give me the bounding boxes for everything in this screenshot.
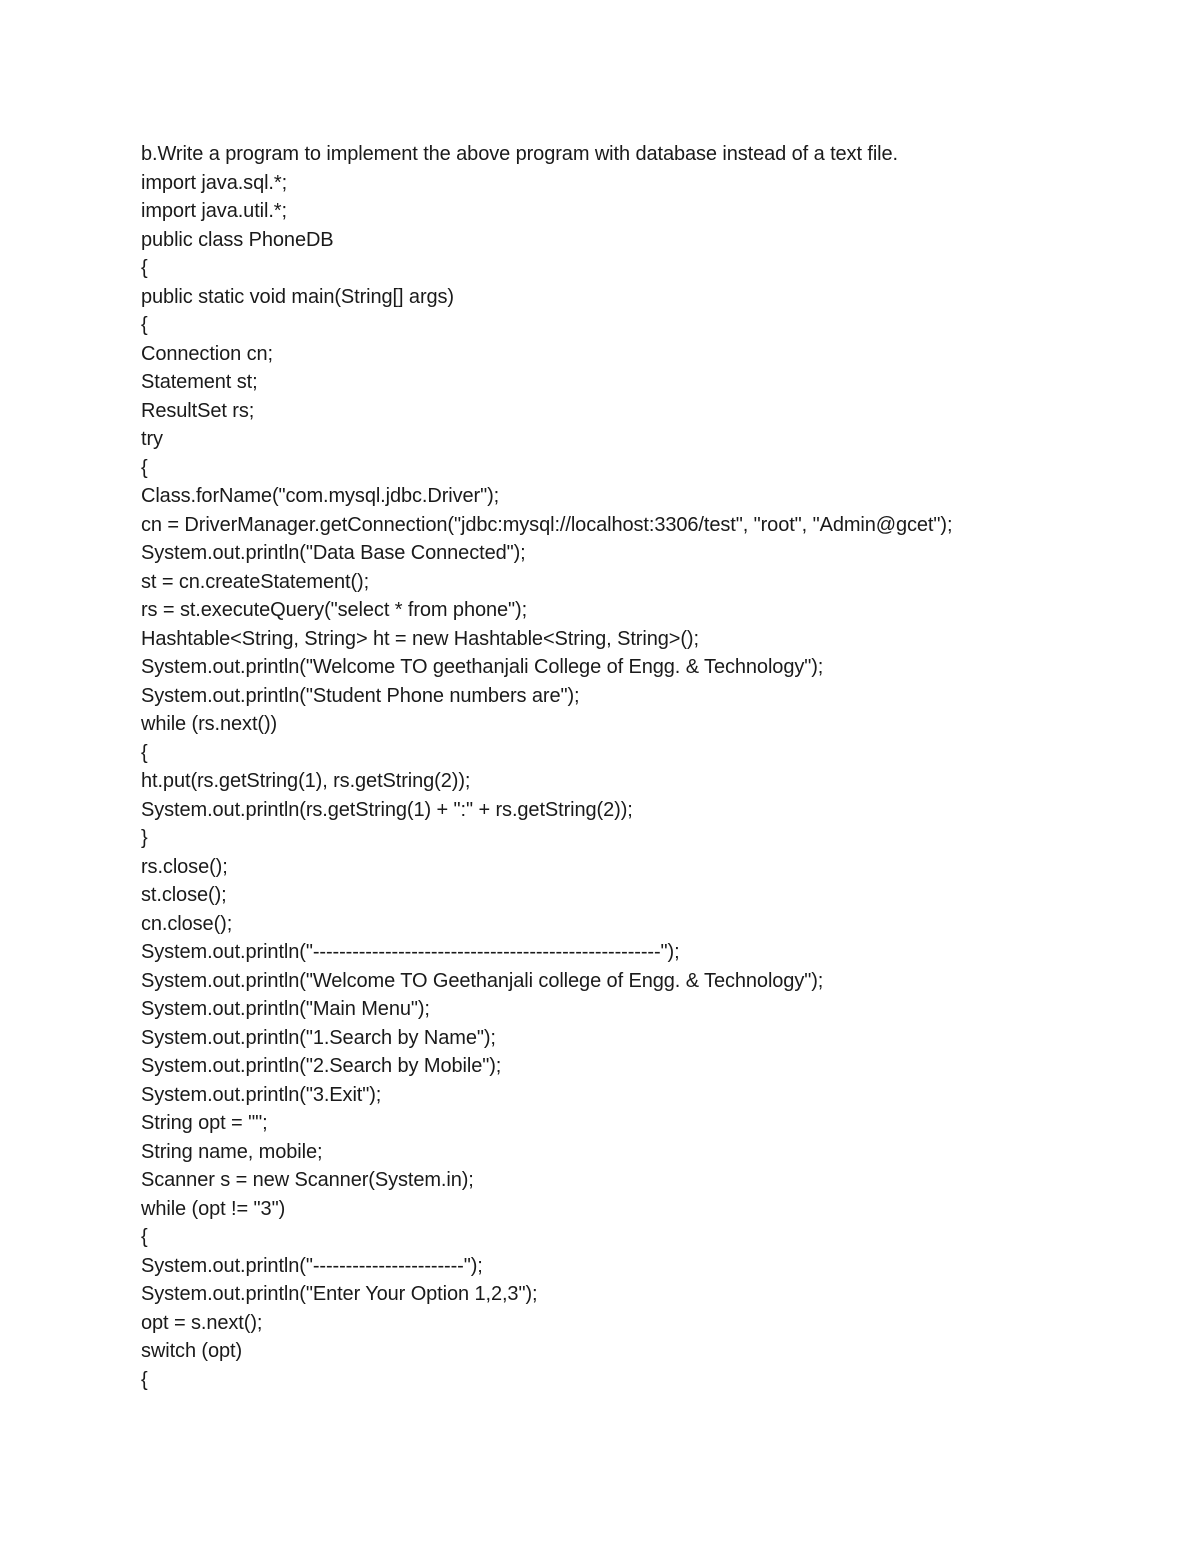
code-line: System.out.println("3.Exit");: [141, 1083, 382, 1106]
code-line: System.out.println("Enter Your Option 1,2,3");: [141, 1283, 538, 1305]
code-line: {: [141, 257, 148, 279]
code-line: System.out.println("Main Menu");: [141, 998, 430, 1020]
code-line: cn.close();: [141, 912, 233, 935]
code-line: Class.forName("com.mysql.jdbc.Driver");: [141, 485, 500, 507]
code-line: rs = st.executeQuery("select * from phone");: [141, 599, 528, 621]
code-line: }: [141, 827, 148, 849]
code-line: {: [141, 741, 148, 764]
code-line: String name, mobile;: [141, 1140, 323, 1163]
code-line: {: [141, 456, 148, 479]
code-line: Hashtable<String, String> ht = new Hashtable<String, String>();: [141, 627, 699, 650]
code-line: String opt = "";: [141, 1112, 268, 1134]
code-line: ht.put(rs.getString(1), rs.getString(2));: [141, 770, 471, 792]
code-line: cn = DriverManager.getConnection("jdbc:mysql://localhost:3306/test", "root", "Admin@gcet");: [141, 513, 953, 536]
code-line: st = cn.createStatement();: [141, 570, 370, 593]
code-line: Scanner s = new Scanner(System.in);: [141, 1169, 474, 1191]
code-line: import java.util.*;: [141, 200, 287, 222]
task-heading: b.Write a program to implement the above program with database instead of a text file.: [141, 143, 898, 165]
code-line: while (opt != "3"): [141, 1197, 286, 1220]
code-line: System.out.println("Data Base Connected");: [141, 542, 526, 564]
code-line: while (rs.next()): [141, 713, 278, 735]
code-line: public class PhoneDB: [141, 228, 334, 251]
code-line: Connection cn;: [141, 342, 274, 365]
code-line: System.out.println("1.Search by Name");: [141, 1026, 496, 1049]
code-line: System.out.println("Student Phone numbers are");: [141, 684, 580, 707]
code-line: System.out.println("-----------------------------------------------------");: [141, 941, 680, 963]
code-line: public static void main(String[] args): [141, 285, 454, 308]
program-text: [141, 140, 1151, 1394]
code-line: ResultSet rs;: [141, 399, 255, 422]
code-line: st.close();: [141, 884, 227, 906]
code-line: System.out.println(rs.getString(1) + ":" + rs.getString(2));: [141, 798, 633, 821]
code-line: switch (opt): [141, 1340, 243, 1362]
code-line: opt = s.next();: [141, 1311, 263, 1334]
code-line: {: [141, 314, 148, 336]
code-line: {: [141, 1368, 148, 1391]
code-line: System.out.println("Welcome TO geethanjali College of Engg. & Technology");: [141, 656, 824, 678]
code-line: System.out.println("Welcome TO Geethanjali college of Engg. & Technology");: [141, 969, 824, 992]
code-line: rs.close();: [141, 855, 228, 878]
code-line: try: [141, 428, 163, 450]
code-line: Statement st;: [141, 371, 258, 393]
code-line: {: [141, 1226, 148, 1248]
code-line: import java.sql.*;: [141, 171, 288, 194]
code-line: System.out.println("2.Search by Mobile");: [141, 1055, 502, 1077]
code-line: System.out.println("-----------------------");: [141, 1254, 483, 1277]
